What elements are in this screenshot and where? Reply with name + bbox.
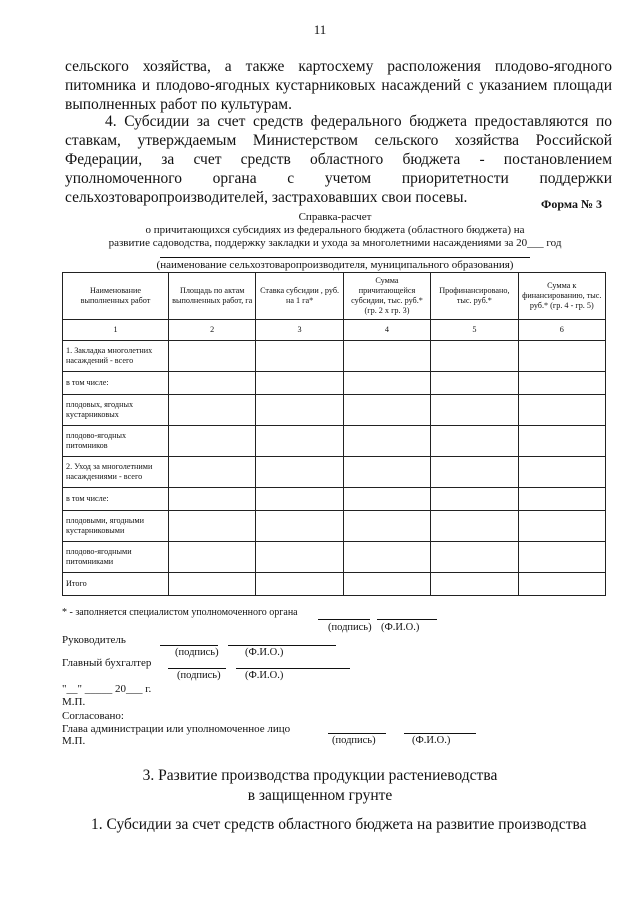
- table-cell: [256, 488, 343, 511]
- table-row: [63, 395, 606, 426]
- paragraph-4: [65, 112, 612, 207]
- table-row: [63, 511, 606, 542]
- table-row-total: [63, 573, 606, 596]
- table-row: [63, 372, 606, 395]
- table-cell: [431, 426, 518, 457]
- table-cell: [518, 488, 605, 511]
- column-number: 1: [63, 320, 169, 341]
- agreed-label: Согласовано:: [62, 710, 124, 722]
- page-number: 11: [313, 22, 327, 37]
- row-label: Итого: [63, 573, 169, 596]
- table-header-cell: Сумма к финансированию, тыс. руб.* (гр. 4 - гр. 5): [518, 273, 605, 320]
- row-label: в том числе:: [63, 488, 169, 511]
- form-title-line2: о причитающихся субсидиях из федерального бюджета (областного бюджета) на: [145, 224, 525, 236]
- form-number: Форма № 3: [541, 197, 602, 211]
- table-cell: [343, 395, 430, 426]
- row-label: плодово-ягодными питомниками: [63, 542, 169, 573]
- head-name-line: [228, 645, 336, 646]
- table-row: [63, 457, 606, 488]
- table-cell: [518, 426, 605, 457]
- name-caption: (Ф.И.О.): [381, 622, 420, 633]
- admin-name-line: [404, 733, 476, 734]
- section-heading-line1: 3. Развитие производства продукции растениеводства: [142, 767, 498, 784]
- table-cell: [169, 426, 256, 457]
- table-cell: [518, 372, 605, 395]
- table-cell: [343, 426, 430, 457]
- table-cell: [431, 511, 518, 542]
- table-header-row: [63, 273, 606, 320]
- head-signature-caption: (подпись): [175, 647, 219, 658]
- table-row: [63, 488, 606, 511]
- table-cell: [256, 426, 343, 457]
- admin-name-caption: (Ф.И.О.): [412, 735, 451, 746]
- signature-line: [318, 619, 370, 620]
- table-cell: [343, 542, 430, 573]
- form-title-line1: Справка-расчет: [298, 211, 372, 223]
- section-heading-line2: в защищенном грунте: [247, 787, 393, 804]
- table-header-cell: Наименование выполненных работ: [63, 273, 169, 320]
- paragraph-continued: сельского хозяйства, а также картосхему расположения плодово-ягодного питомника и плодово-ягодных кустарниковых насаждений с указанием площади выполненных работ по культурам.: [65, 58, 612, 113]
- table-cell: [431, 395, 518, 426]
- table-row: [63, 426, 606, 457]
- admin-signature-line: [328, 733, 386, 734]
- accountant-signature-line: [168, 668, 226, 669]
- table-cell: [343, 372, 430, 395]
- table-cell: [169, 341, 256, 372]
- column-number: 2: [169, 320, 256, 341]
- table-cell: [169, 511, 256, 542]
- table-cell: [518, 457, 605, 488]
- head-signature-line: [160, 645, 218, 646]
- column-number: 6: [518, 320, 605, 341]
- table-cell: [518, 542, 605, 573]
- accountant-name-line: [236, 668, 350, 669]
- table-cell: [169, 372, 256, 395]
- table-cell: [431, 573, 518, 596]
- table-cell: [256, 511, 343, 542]
- table-header-cell: Сумма причитающейся субсидии, тыс. руб.* (гр. 2 х гр. 3): [343, 273, 430, 320]
- table-cell: [343, 341, 430, 372]
- row-label: плодово-ягодных питомников: [63, 426, 169, 457]
- table-cell: [431, 372, 518, 395]
- column-number: 3: [256, 320, 343, 341]
- form-title-line3: развитие садоводства, поддержку закладки и ухода за многолетними насаждениями за 20___ год: [108, 237, 562, 249]
- table-cell: [169, 542, 256, 573]
- table-cell: [169, 573, 256, 596]
- chief-accountant-label: Главный бухгалтер: [62, 657, 152, 669]
- table-cell: [169, 395, 256, 426]
- section-paragraph-1-text: 1. Субсидии за счет средств областного бюджета на развитие производства: [91, 816, 587, 833]
- form-title: [60, 211, 610, 250]
- subsidy-table: [62, 272, 606, 596]
- head-label: Руководитель: [62, 634, 126, 646]
- table-cell: [256, 573, 343, 596]
- org-name-line: [160, 254, 530, 258]
- head-name-caption: (Ф.И.О.): [245, 647, 284, 658]
- footnote: * - заполняется специалистом уполномоченного органа: [62, 607, 298, 618]
- row-label: плодовых, ягодных кустарниковых: [63, 395, 169, 426]
- table-row: [63, 542, 606, 573]
- accountant-name-caption: (Ф.И.О.): [245, 670, 284, 681]
- table-cell: [343, 511, 430, 542]
- table-row: [63, 341, 606, 372]
- paragraph-4-text: 4. Субсидии за счет средств федерального бюджета предоставляются по ставкам, утверждаемым Министерством сельского хозяйства Российской Федерации, за счет средств областного бюджета - постановлением уполномоченного органа с учетом приоритетности поддержки сельхозтоваропроизводителей, застраховавших свои посевы.: [65, 113, 612, 206]
- table-cell: [256, 341, 343, 372]
- column-number: 5: [431, 320, 518, 341]
- table-column-number-row: [63, 320, 606, 341]
- admin-signature-caption: (подпись): [332, 735, 376, 746]
- table-cell: [431, 488, 518, 511]
- table-cell: [256, 395, 343, 426]
- column-number: 4: [343, 320, 430, 341]
- table-cell: [343, 457, 430, 488]
- date-line: "__" _____ 20___ г.: [62, 683, 152, 695]
- row-label: 1. Закладка многолетних насаждений - всего: [63, 341, 169, 372]
- table-header-cell: Ставка субсидии , руб. на 1 га*: [256, 273, 343, 320]
- table-cell: [431, 341, 518, 372]
- admin-head-label: Глава администрации или уполномоченное лицо: [62, 723, 291, 735]
- stamp-label-2: М.П.: [62, 735, 86, 747]
- accountant-signature-caption: (подпись): [177, 670, 221, 681]
- table-cell: [169, 457, 256, 488]
- org-name-caption: (наименование сельхозтоваропроизводителя, муниципального образования): [156, 259, 514, 271]
- row-label: плодовыми, ягодными кустарниковыми: [63, 511, 169, 542]
- table-cell: [169, 488, 256, 511]
- table-header-cell: Площадь по актам выполненных работ, га: [169, 273, 256, 320]
- table-header-cell: Профинансировано, тыс. руб.*: [431, 273, 518, 320]
- table-cell: [518, 341, 605, 372]
- section-paragraph-1: [65, 816, 612, 834]
- name-line: [377, 619, 437, 620]
- table-cell: [343, 488, 430, 511]
- table-cell: [518, 573, 605, 596]
- table-cell: [518, 511, 605, 542]
- table-cell: [256, 372, 343, 395]
- row-label: 2. Уход за многолетними насаждениями - всего: [63, 457, 169, 488]
- signature-caption: (подпись): [328, 622, 372, 633]
- row-label: в том числе:: [63, 372, 169, 395]
- table-cell: [518, 395, 605, 426]
- table-cell: [256, 457, 343, 488]
- table-cell: [343, 573, 430, 596]
- section-heading: [0, 766, 640, 806]
- table-cell: [431, 542, 518, 573]
- stamp-label: М.П.: [62, 696, 86, 708]
- table-cell: [431, 457, 518, 488]
- table-cell: [256, 542, 343, 573]
